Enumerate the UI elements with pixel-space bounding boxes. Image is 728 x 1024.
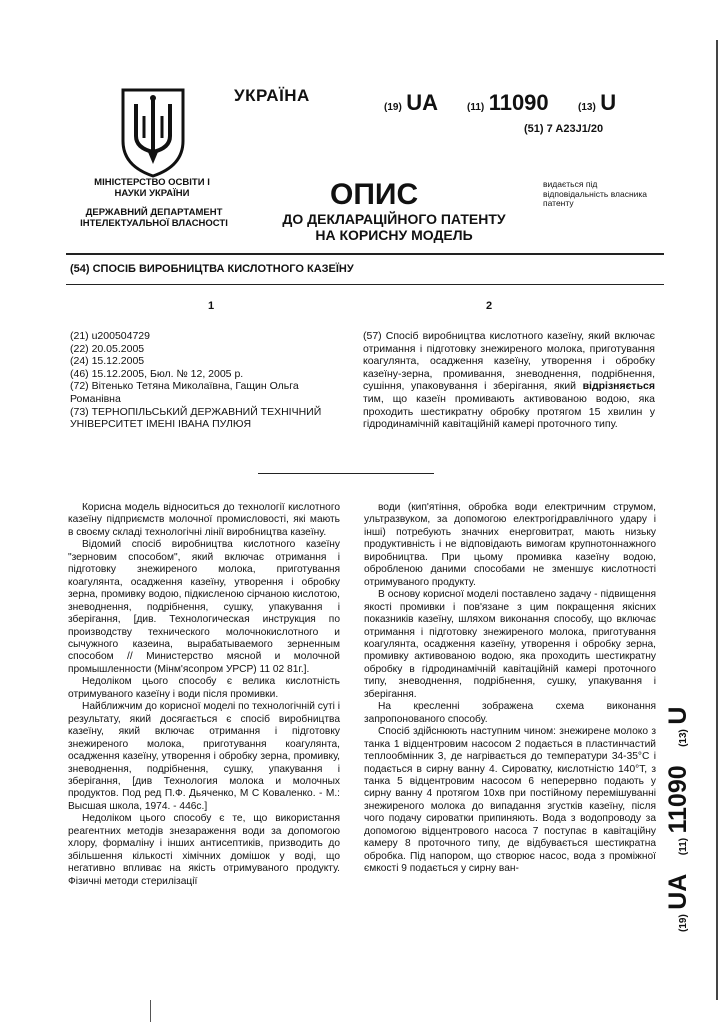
header-divider-bottom — [66, 284, 664, 285]
side-code-11: (11) — [678, 837, 689, 856]
code-19-group — [384, 90, 438, 116]
country-code: UA — [406, 90, 439, 115]
inid-code-13: (13) — [578, 102, 596, 113]
field-46: (46) 15.12.2005, Бюл. № 12, 2005 р. — [70, 367, 244, 380]
claim-text-end: тим, що казеїн промивають активованою водою, яка проходить шестикратну обробку протягом 15 хвилин у гідродинамічній кавітаційній камері проточного типу. — [363, 392, 655, 431]
department-name: ДЕРЖАВНИЙ ДЕПАРТАМЕНТ ІНТЕЛЕКТУАЛЬНОЇ ВЛАСНОСТІ — [80, 207, 228, 229]
paragraph: Недоліком цього способу є те, що використання реагентних методів знезараження води за допомогою хлору, формаліну і інших антисептиків, призводить до збільшення кількості хімічних домішок у воді, що негативно впливає на якість отримуваного продукту. Фізичні методи стерилізації — [68, 813, 340, 887]
country-name: УКРАЇНА — [234, 86, 310, 105]
side-country-code: UA — [664, 873, 692, 910]
side-code-19: (19) — [678, 914, 689, 932]
scan-edge-line — [716, 40, 718, 1000]
description-left-column — [68, 502, 340, 888]
side-kind-code: U — [664, 706, 692, 725]
inid-code-11: (11) — [467, 102, 485, 113]
code-13-group — [578, 90, 616, 116]
side-label-text — [664, 707, 693, 932]
column-number-right: 2 — [486, 300, 493, 312]
subtitle-line-2: НА КОРИСНУ МОДЕЛЬ — [315, 227, 473, 243]
field-22: (22) 20.05.2005 — [70, 342, 145, 355]
field-21: (21) u200504729 — [70, 330, 150, 342]
document-subtitle — [260, 211, 528, 243]
ipc-value: 7 A23J1/20 — [546, 123, 604, 135]
field-73: (73) ТЕРНОПІЛЬСЬКИЙ ДЕРЖАВНИЙ ТЕХНІЧНИЙ УНІВЕРСИТЕТ ІМЕНІ ІВАНА ПУЛЮЯ — [70, 405, 322, 431]
column-number-left: 1 — [208, 300, 215, 312]
bibliographic-data — [70, 330, 342, 431]
section-divider — [258, 473, 434, 474]
paragraph: води (кип'ятіння, обробка води електричним струмом, ультразвуком, за допомогою електрогідравлічного удару і інші) потребують значних енерговитрат, мають низьку продуктивність і не відповідають вимогам крупнотоннажного виробництва. При цьому промивка казеїну водою, обробленою даними способами не зменшує кислотності отримуваного продукту. — [364, 502, 656, 588]
field-72: (72) Вітенько Тетяна Миколаївна, Гащин Ольга Романівна — [70, 380, 299, 405]
scan-mark — [150, 1000, 151, 1022]
paragraph: Недоліком цього способу є велика кислотність отримуваного казеїну і води після промивки. — [68, 676, 340, 700]
paragraph: Найближчим до корисної моделі по технологічній суті і результату, який досягається є спосіб виробництва казеїну, який включає отримання і підготовку знежиреного молока, приготування коагулянта, осадження казеїну, утворення і обробку зерна, промивку, зневоднення, подрібнення, сушку, упакування і зберігання, [див Технология молока и молочных продуктов. Под ред П.Ф. Дьяченко, М С Коваленко. - М.: Высшая школа, 1974. - 446с.] — [68, 701, 340, 812]
paragraph: Спосіб здійснюють наступним чином: знежирене молоко з танка 1 відцентровим насосом 2 подається в пластинчастий теплообмінник 3, де нагрівається до температури 34-35°С і подається в сирну ванну 4. Сироватку, кислотністю 140°Т, з танка 5 відцентровим насосом 6 неперервно подають у сирну ванну 4 протягом 10хв при постійному перемішуванні знежиреного молока до випадання згустків казеїну, після чого подачу сироватки припиняють. Вода з водопроводу за допомогою відцентрового насоса 7 поступає в кавітаційну камеру 8 проточного типу, де відбувається шестикратна обробка. Під напором, що створює насос, вода з проміжної ємкості 9 подається у сирну ван- — [364, 726, 656, 875]
ministry-name: МІНІСТЕРСТВО ОСВІТИ І НАУКИ УКРАЇНИ — [94, 177, 210, 199]
inid-code-51: (51) — [524, 123, 544, 135]
claim-57 — [363, 330, 655, 431]
inid-code-19: (19) — [384, 102, 402, 113]
ipc-classification — [524, 123, 603, 135]
field-24: (24) 15.12.2005 — [70, 355, 145, 368]
paragraph: Корисна модель відноситься до технології кислотного казеїну підприємств молочної промисловості, які мають в своєму складі технологічні лінії виробництва казеїну. — [68, 502, 340, 538]
side-patent-number: 11090 — [664, 765, 692, 834]
paragraph: Відомий спосіб виробництва кислотного казеїну "зерновим способом", який включає отримання і підготовку знежиреного молока, приготування коагулянта, осадження казеїну, утворення і обробку зерна, промивку водою, підкисленою сірчаною кислотою, зневоднення, подрібнення, сушку, упакування і зберігання, [див. Технологическая инструкция по производству технического молочнокислотного и сычужного казеина, вырабатываемого зерненным способом // Министерство мясной и молочной промышленности (Мінм'ясопром УРСР) 11 02 81г.]. — [68, 539, 340, 675]
subtitle-line-1: ДО ДЕКЛАРАЦІЙНОГО ПАТЕНТУ — [282, 211, 506, 227]
document-title: ОПИС — [330, 178, 419, 211]
paragraph: На кресленні зображена схема виконання запропонованого способу. — [364, 701, 656, 725]
description-right-column — [364, 502, 656, 876]
code-11-group — [467, 90, 549, 116]
patent-number: 11090 — [488, 90, 549, 115]
claim-text-start: (57) Спосіб виробництва кислотного казеїну, який включає отримання і підготовку знежиреного молока, приготування коагулянта, осадження казеїну, утворення і обробку казеїну-зерна, промивання, зневоднення, подрібнення, сушіння, упаковування і зберігання, який — [363, 330, 655, 393]
kind-code: U — [600, 90, 617, 115]
header-divider-top — [66, 253, 664, 255]
coat-of-arms-emblem — [118, 86, 188, 178]
claim-text-bold: відрізняється — [582, 380, 655, 393]
side-code-13: (13) — [678, 729, 689, 747]
paragraph: В основу корисної моделі поставлено задачу - підвищення якості промивки і пов'язане з цим покращення якісних показників казеїну, шляхом виконання способу, що включає отримання і підготовку знежиреного молока, приготування коагулянта, осадження казеїну, утворення і обробку зерна, промивку активованою водою, яка проходить шестикратну обробку в гідродинамічній кавітаційній камері проточного типу, зневоднення, подрібнення, сушку, упакування і зберігання. — [364, 589, 656, 700]
issued-note: видається під відповідальність власника патенту — [543, 179, 648, 208]
invention-title: (54) СПОСІБ ВИРОБНИЦТВА КИСЛОТНОГО КАЗЕЇНУ — [70, 263, 354, 275]
